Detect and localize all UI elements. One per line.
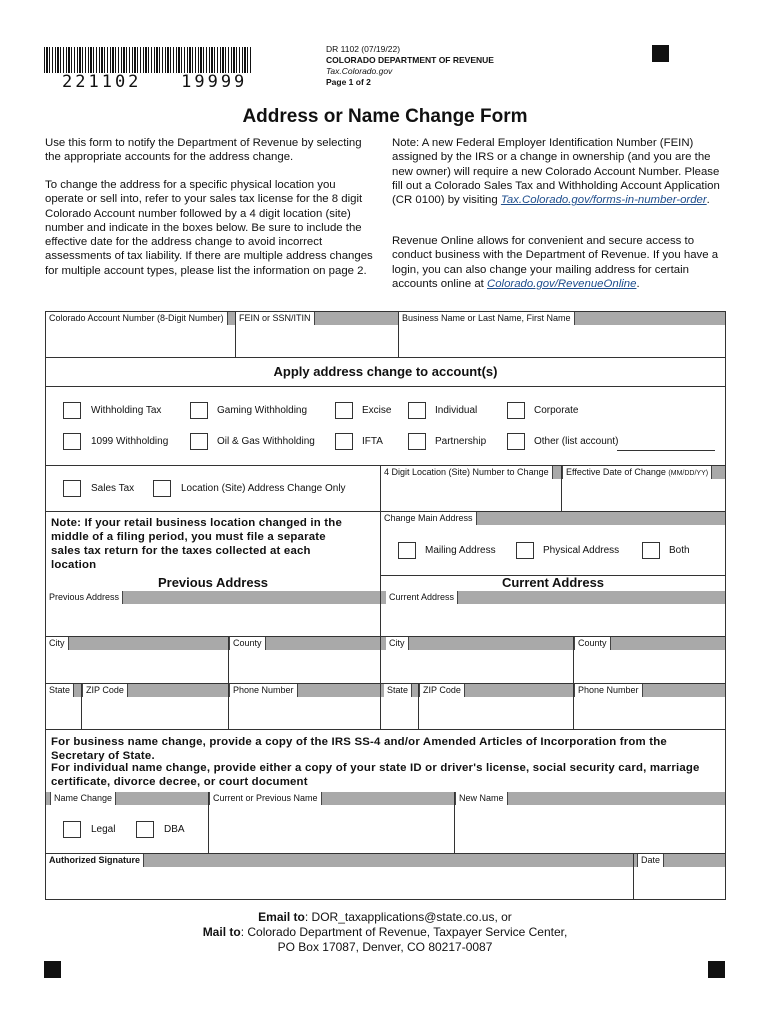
new-name-field[interactable]	[455, 806, 725, 853]
barcode	[44, 47, 252, 73]
excise-label: Excise	[362, 405, 392, 416]
current-address-field[interactable]	[381, 605, 725, 636]
current-county-label: County	[574, 637, 611, 650]
current-zip-label: ZIP Code	[419, 684, 465, 697]
physical-address-checkbox[interactable]	[516, 542, 534, 559]
mail-address: : Colorado Department of Revenue, Taxpayer Service Center,	[240, 925, 568, 939]
registration-mark-bottom-right	[708, 961, 725, 978]
withholding-tax-label: Withholding Tax	[91, 405, 162, 416]
individual-checkbox[interactable]	[408, 402, 426, 419]
intro-right-p2-text: Revenue Online allows for convenient and secure access to conduct business with the Department of Revenue. If you have a login, you can also change your mailing address for certain accounts online at	[392, 235, 719, 290]
other-account-label: Other (list account)	[534, 436, 619, 447]
intro-left-p1: Use this form to notify the Department of Revenue by selecting the appropriate accounts for the address change.	[45, 137, 362, 164]
intro-right-p1	[392, 136, 724, 207]
current-address-heading: Current Address	[501, 575, 605, 590]
corporate-checkbox[interactable]	[507, 402, 525, 419]
previous-state-field[interactable]	[46, 698, 81, 729]
partnership-checkbox[interactable]	[408, 433, 426, 450]
previous-county-field[interactable]	[229, 651, 380, 682]
legal-name-label: Legal	[91, 824, 116, 835]
effective-date-text: Effective Date of Change	[566, 467, 666, 477]
other-account-checkbox[interactable]	[507, 433, 525, 450]
authorized-signature-label: Authorized Signature	[46, 854, 144, 867]
excise-checkbox[interactable]	[335, 402, 353, 419]
gaming-withholding-checkbox[interactable]	[190, 402, 208, 419]
both-label: Both	[669, 545, 690, 556]
current-phone-field[interactable]	[574, 698, 725, 729]
location-number-field[interactable]	[381, 480, 561, 511]
previous-city-label: City	[46, 637, 69, 650]
intro-right-p1-end: .	[706, 194, 710, 207]
current-previous-name-field[interactable]	[209, 806, 454, 853]
email-label: Email to	[258, 910, 305, 924]
date-label: Date	[637, 854, 664, 867]
business-name-instructions: For business name change, provide a copy of the IRS SS-4 and/or Amended Articles of Incorporation from the Secretary of State.	[51, 736, 667, 762]
intro-right-p2	[392, 234, 724, 291]
effective-date-format: (MM/DD/YY)	[668, 470, 709, 477]
footer-email	[0, 910, 770, 925]
oil-gas-withholding-checkbox[interactable]	[190, 433, 208, 450]
gaming-withholding-label: Gaming Withholding	[217, 405, 308, 416]
previous-address-label: Previous Address	[46, 591, 123, 604]
individual-label: Individual	[435, 405, 478, 416]
current-phone-label: Phone Number	[574, 684, 643, 697]
form-code: DR 1102 (07/19/22)	[326, 44, 401, 54]
new-name-label: New Name	[455, 792, 508, 805]
current-zip-field[interactable]	[419, 698, 573, 729]
dba-checkbox[interactable]	[136, 821, 154, 838]
mail-label: Mail to	[202, 925, 241, 939]
email-address: : DOR_taxapplications@state.co.us, or	[304, 910, 512, 924]
date-field[interactable]	[634, 868, 725, 899]
physical-address-label: Physical Address	[543, 545, 620, 556]
dba-label: DBA	[164, 824, 185, 835]
page-title: Address or Name Change Form	[242, 106, 528, 127]
mailing-address-checkbox[interactable]	[398, 542, 416, 559]
current-county-field[interactable]	[574, 651, 725, 682]
previous-zip-field[interactable]	[82, 698, 228, 729]
current-state-field[interactable]	[381, 698, 418, 729]
intro-right-p2-end: .	[636, 277, 640, 290]
current-address-label: Current Address	[386, 591, 458, 604]
effective-date-field[interactable]	[562, 480, 725, 511]
name-change-label: Name Change	[50, 792, 116, 805]
both-checkbox[interactable]	[642, 542, 660, 559]
registration-mark-bottom-left	[44, 961, 61, 978]
current-city-label: City	[386, 637, 409, 650]
form-header-meta	[326, 44, 494, 88]
forms-link[interactable]: Tax.Colorado.gov/forms-in-number-order	[500, 194, 707, 207]
business-name-field[interactable]	[399, 326, 725, 356]
retail-note: Note: If your retail business location changed in the middle of a filing period, you must file a separate sales tax return for the taxes collected at each location	[51, 517, 342, 571]
fein-field[interactable]	[236, 326, 398, 356]
change-main-address-label: Change Main Address	[381, 512, 477, 525]
account-number-label: Colorado Account Number (8-Digit Number)	[46, 312, 228, 325]
current-previous-name-label: Current or Previous Name	[209, 792, 322, 805]
ifta-checkbox[interactable]	[335, 433, 353, 450]
page-number: Page 1 of 2	[326, 77, 371, 87]
department-name: COLORADO DEPARTMENT OF REVENUE	[326, 55, 494, 65]
location-number-label: 4 Digit Location (Site) Number to Change	[381, 466, 553, 479]
1099-withholding-checkbox[interactable]	[63, 433, 81, 450]
effective-date-label	[562, 466, 712, 479]
previous-state-label: State	[46, 684, 74, 697]
previous-address-heading: Previous Address	[157, 575, 269, 590]
previous-city-field[interactable]	[46, 651, 228, 682]
current-state-label: State	[384, 684, 412, 697]
previous-phone-label: Phone Number	[229, 684, 298, 697]
fein-label: FEIN or SSN/ITIN	[236, 312, 315, 325]
intro-right-p1-text: Note: A new Federal Employer Identification Number (FEIN) assigned by the IRS or a change in ownership (and you are the new owner) will require a new Colorado Account Number. Please fill out a Colorado Sales Tax and Withholding Account Application (CR 0100) by visiting	[392, 137, 720, 207]
apply-heading: Apply address change to account(s)	[273, 364, 498, 379]
withholding-tax-checkbox[interactable]	[63, 402, 81, 419]
oil-gas-withholding-label: Oil & Gas Withholding	[217, 436, 315, 447]
business-name-label: Business Name or Last Name, First Name	[399, 312, 575, 325]
previous-zip-label: ZIP Code	[82, 684, 128, 697]
barcode-number: 221102 19999	[62, 72, 248, 92]
1099-withholding-label: 1099 Withholding	[91, 436, 169, 447]
account-number-field[interactable]	[46, 326, 235, 356]
other-account-field[interactable]	[617, 450, 715, 451]
previous-county-label: County	[229, 637, 266, 650]
footer-mail	[0, 925, 770, 940]
previous-phone-field[interactable]	[229, 698, 380, 729]
sales-tax-label: Sales Tax	[91, 483, 135, 494]
mailing-address-label: Mailing Address	[425, 545, 496, 556]
previous-address-field[interactable]	[46, 605, 380, 636]
current-city-field[interactable]	[381, 651, 573, 682]
registration-mark-top-right	[652, 45, 669, 62]
location-change-checkbox[interactable]	[153, 480, 171, 497]
website: Tax.Colorado.gov	[326, 66, 393, 76]
revenue-online-link[interactable]: Colorado.gov/RevenueOnline	[487, 277, 637, 290]
intro-left-p2: To change the address for a specific physical location you operate or sell into, refer to your sales tax license for the 8 digit Colorado Account number followed by a 4 digit location (site) number and indicate in the boxes below. Be sure to include the effective date for the address change to avoid incorrect assessments of tax liability. If there are multiple address changes for multiple account types, please list the information on page 2.	[45, 179, 373, 277]
legal-name-checkbox[interactable]	[63, 821, 81, 838]
partnership-label: Partnership	[435, 436, 487, 447]
ifta-label: IFTA	[362, 436, 383, 447]
location-change-label: Location (Site) Address Change Only	[181, 483, 346, 494]
footer-mail-2: PO Box 17087, Denver, CO 80217-0087	[277, 940, 493, 954]
signature-field[interactable]	[46, 868, 633, 899]
sales-tax-checkbox[interactable]	[63, 480, 81, 497]
individual-name-instructions: For individual name change, provide either a copy of your state ID or driver's license, social security card, marriage certificate, divorce decree, or court document	[51, 762, 700, 788]
corporate-label: Corporate	[534, 405, 579, 416]
